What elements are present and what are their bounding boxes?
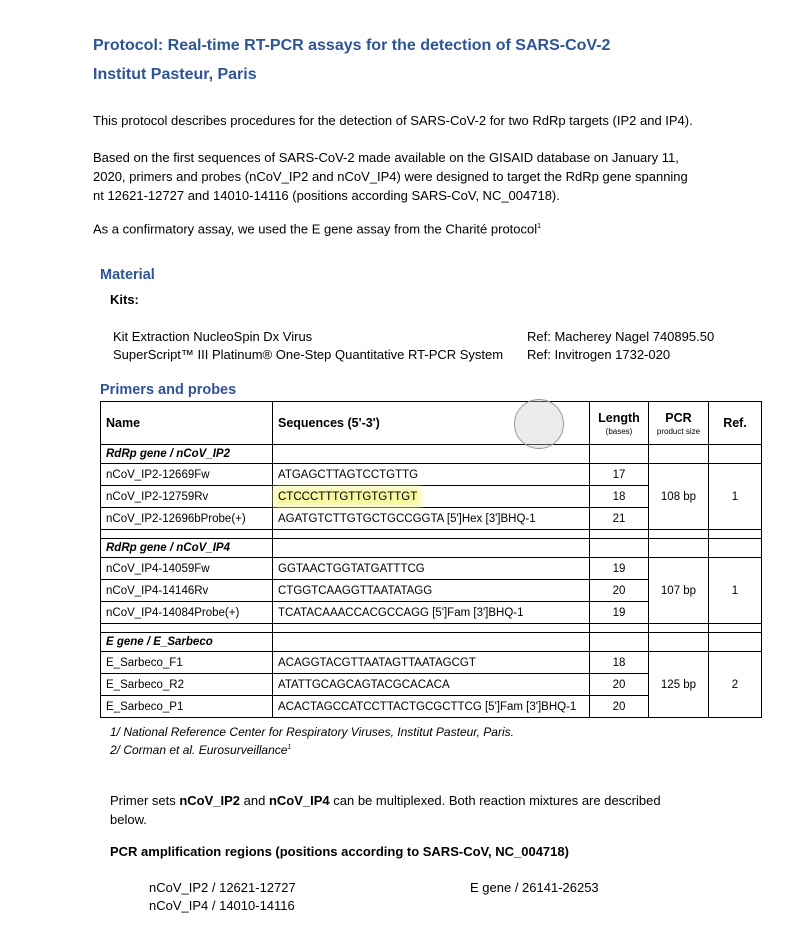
table-header-row bbox=[101, 402, 762, 445]
col-header-pcr bbox=[649, 402, 709, 445]
primer-sequence bbox=[273, 486, 590, 508]
kit-2-ref: Ref: Invitrogen 1732-020 bbox=[527, 347, 671, 362]
pcr-sublabel: product size bbox=[656, 426, 701, 436]
primer-name: nCoV_IP2-12759Rv bbox=[101, 486, 273, 508]
primer-sequence: AGATGTCTTGTGCTGCCGGTA [5']Hex [3']BHQ-1 bbox=[273, 508, 590, 530]
intro-paragraph-1: This protocol describes procedures for the detection of SARS-CoV-2 for two RdRp targets (IP2 and IP4). bbox=[93, 113, 693, 128]
intro-p3-footnote-ref: 1 bbox=[537, 223, 542, 230]
col-header-sequence: Sequences (5'-3') bbox=[273, 402, 590, 445]
primer-length: 17 bbox=[590, 464, 649, 486]
primers-heading: Primers and probes bbox=[100, 382, 237, 398]
intro-p2-line-3: nt 12621-12727 and 14010-14116 (positions according SARS-CoV, NC_004718). bbox=[93, 188, 560, 203]
length-sublabel: (bases) bbox=[605, 426, 633, 436]
institute-name: Institut Pasteur, Paris bbox=[93, 66, 257, 83]
primer-length: 20 bbox=[590, 580, 649, 602]
kit-2-name: SuperScript™ III Platinum® One-Step Quantitative RT-PCR System bbox=[113, 347, 504, 362]
primer-sequence: TCATACAAACCACGCCAGG [5']Fam [3']BHQ-1 bbox=[273, 602, 590, 624]
multiplex-and: and bbox=[240, 793, 269, 808]
primer-name: nCoV_IP4-14059Fw bbox=[101, 558, 273, 580]
region-ip4: nCoV_IP4 / 14010-14116 bbox=[149, 898, 295, 913]
multiplex-ip2: nCoV_IP2 bbox=[179, 793, 241, 808]
kit-1-ref: Ref: Macherey Nagel 740895.50 bbox=[527, 329, 715, 344]
pcr-product-size: 107 bp bbox=[649, 558, 709, 624]
highlighted-sequence: CTCCCTTTGTTGTGTTGT bbox=[278, 490, 418, 503]
table-row bbox=[101, 558, 762, 580]
pcr-label: PCR bbox=[665, 410, 692, 425]
primer-length: 20 bbox=[590, 696, 649, 718]
primer-sequence: CTGGTCAAGGTTAATATAGG bbox=[273, 580, 590, 602]
footnote-2-text: 2/ Corman et al. Eurosurveillance bbox=[110, 743, 288, 757]
primer-name: E_Sarbeco_F1 bbox=[101, 652, 273, 674]
group-label: E gene / E_Sarbeco bbox=[101, 633, 273, 652]
primers-table bbox=[100, 401, 762, 718]
primer-name: E_Sarbeco_P1 bbox=[101, 696, 273, 718]
group-label: RdRp gene / nCoV_IP2 bbox=[101, 445, 273, 464]
group-row bbox=[101, 445, 762, 464]
material-heading: Material bbox=[100, 267, 155, 283]
table-row bbox=[101, 464, 762, 486]
multiplex-line-2: below. bbox=[110, 812, 147, 827]
footnote-2-sup: 1 bbox=[287, 744, 292, 751]
multiplex-ip4: nCoV_IP4 bbox=[268, 793, 330, 808]
region-ip2: nCoV_IP2 / 12621-12727 bbox=[149, 880, 296, 895]
length-label: Length bbox=[598, 410, 640, 425]
regions-heading: PCR amplification regions (positions according to SARS-CoV, NC_004718) bbox=[110, 844, 569, 859]
cursor-indicator bbox=[514, 399, 564, 449]
pcr-product-size: 125 bp bbox=[649, 652, 709, 718]
primer-sequence: ACAGGTACGTTAATAGTTAATAGCGT bbox=[273, 652, 590, 674]
primer-name: nCoV_IP4-14084Probe(+) bbox=[101, 602, 273, 624]
region-egene: E gene / 26141-26253 bbox=[470, 880, 599, 895]
primer-name: nCoV_IP2-12696bProbe(+) bbox=[101, 508, 273, 530]
reference-number: 2 bbox=[709, 652, 762, 718]
spacer-row bbox=[101, 624, 762, 633]
primer-length: 21 bbox=[590, 508, 649, 530]
kits-label: Kits: bbox=[110, 292, 139, 307]
footnote-1: 1/ National Reference Center for Respiratory Viruses, Institut Pasteur, Paris. bbox=[110, 725, 514, 739]
primer-name: E_Sarbeco_R2 bbox=[101, 674, 273, 696]
pcr-product-size: 108 bp bbox=[649, 464, 709, 530]
col-header-name: Name bbox=[101, 402, 273, 445]
kit-1-name: Kit Extraction NucleoSpin Dx Virus bbox=[113, 329, 313, 344]
protocol-title: Protocol: Real-time RT-PCR assays for the detection of SARS-CoV-2 bbox=[93, 37, 611, 54]
reference-number: 1 bbox=[709, 464, 762, 530]
intro-paragraph-2 bbox=[93, 148, 688, 205]
intro-p2-line-1: Based on the first sequences of SARS-CoV-2 made available on the GISAID database on January 11, bbox=[93, 150, 679, 165]
footnote-2 bbox=[110, 743, 291, 757]
primer-length: 18 bbox=[590, 652, 649, 674]
spacer-row bbox=[101, 530, 762, 539]
multiplex-post: can be multiplexed. Both reaction mixtures are described bbox=[329, 793, 661, 808]
primer-length: 19 bbox=[590, 558, 649, 580]
col-header-ref: Ref. bbox=[709, 402, 762, 445]
intro-paragraph-3 bbox=[93, 217, 541, 238]
multiplex-pre: Primer sets bbox=[110, 793, 180, 808]
table-row bbox=[101, 652, 762, 674]
intro-p2-line-2: 2020, primers and probes (nCoV_IP2 and nCoV_IP4) were designed to target the RdRp gene spanning bbox=[93, 169, 688, 184]
primer-sequence: ATGAGCTTAGTCCTGTTG bbox=[273, 464, 590, 486]
primer-length: 20 bbox=[590, 674, 649, 696]
primer-sequence: ATATTGCAGCAGTACGCACACA bbox=[273, 674, 590, 696]
group-label: RdRp gene / nCoV_IP4 bbox=[101, 539, 273, 558]
primer-sequence: ACACTAGCCATCCTTACTGCGCTTCG [5']Fam [3']BHQ-1 bbox=[273, 696, 590, 718]
primer-length: 18 bbox=[590, 486, 649, 508]
primer-sequence: GGTAACTGGTATGATTTCG bbox=[273, 558, 590, 580]
reference-number: 1 bbox=[709, 558, 762, 624]
primer-length: 19 bbox=[590, 602, 649, 624]
group-row bbox=[101, 633, 762, 652]
primer-name: nCoV_IP2-12669Fw bbox=[101, 464, 273, 486]
intro-p3-text: As a confirmatory assay, we used the E gene assay from the Charité protocol bbox=[93, 221, 538, 237]
group-row bbox=[101, 539, 762, 558]
multiplex-line-1 bbox=[110, 791, 661, 810]
col-header-length bbox=[590, 402, 649, 445]
primer-name: nCoV_IP4-14146Rv bbox=[101, 580, 273, 602]
multiplex-paragraph bbox=[110, 791, 661, 829]
